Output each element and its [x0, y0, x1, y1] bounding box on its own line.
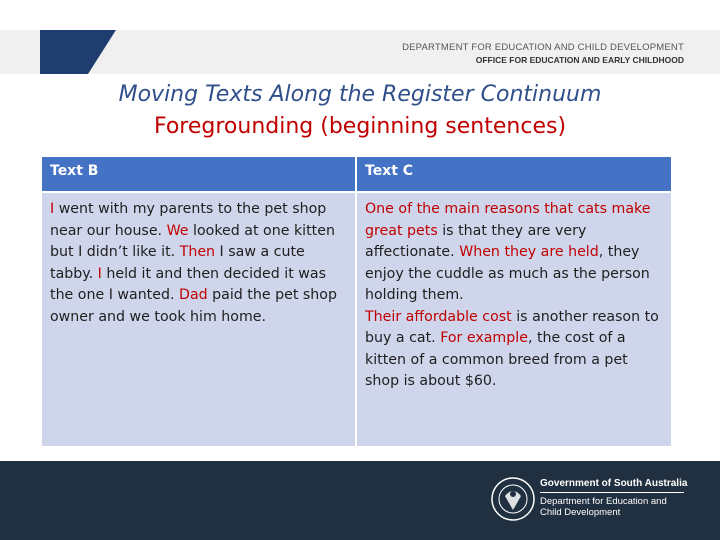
text-c-paragraph-1 — [365, 199, 663, 307]
foregrounded-text: When they are held — [459, 244, 599, 260]
slide-subtitle: Foregrounding (beginning sentences) — [153, 114, 567, 139]
footer-divider — [540, 492, 684, 493]
foregrounded-text: We — [166, 222, 189, 239]
header-accent-shape — [40, 30, 116, 74]
body-text: is that they are very affectionate. — [365, 222, 587, 260]
foregrounded-text: One of the main reasons that cats make great pets — [365, 201, 651, 239]
body-text: I saw a cute tabby. — [50, 244, 305, 282]
body-text: is another reason to buy a cat. — [365, 308, 659, 346]
foregrounded-text: Their affordable cost — [365, 308, 512, 325]
body-text: went with my parents to the pet shop near our house. — [50, 201, 327, 239]
comparison-table — [42, 157, 671, 446]
department-name-header: DEPARTMENT FOR EDUCATION AND CHILD DEVELOPMENT — [402, 42, 684, 53]
text-c-paragraph-2 — [365, 307, 663, 393]
body-text: , the cost of a kitten of a common breed from a pet shop is about $60. — [365, 330, 628, 389]
text-b-paragraph — [50, 199, 347, 328]
office-name-header: OFFICE FOR EDUCATION AND EARLY CHILDHOOD — [475, 55, 684, 65]
department-name-footer-line2: Child Development — [540, 507, 621, 518]
body-text: looked at one kitten but I didn’t like it. — [50, 222, 335, 260]
foregrounded-text: For example — [440, 330, 528, 346]
text-b-cell — [42, 193, 355, 446]
body-text: paid the pet shop owner and we took him home. — [50, 287, 337, 325]
foregrounded-text: Then — [179, 244, 216, 260]
department-name-footer-line1: Department for Education and — [540, 496, 667, 507]
government-name: Government of South Australia — [540, 478, 688, 489]
foregrounded-text: Dad — [179, 287, 208, 303]
table-header-text-b: Text B — [42, 157, 355, 191]
text-c-cell — [357, 193, 671, 446]
foregrounded-text: I — [50, 201, 55, 217]
sa-government-crest-icon — [490, 476, 536, 522]
body-text: , they enjoy the cuddle as much as the person holding them. — [365, 244, 650, 303]
body-text: held it and then decided it was the one I wanted. — [50, 265, 326, 303]
foregrounded-text: I — [97, 265, 102, 282]
table-header-text-c: Text C — [357, 157, 671, 191]
slide-title: Moving Texts Along the Register Continuum — [118, 82, 602, 107]
